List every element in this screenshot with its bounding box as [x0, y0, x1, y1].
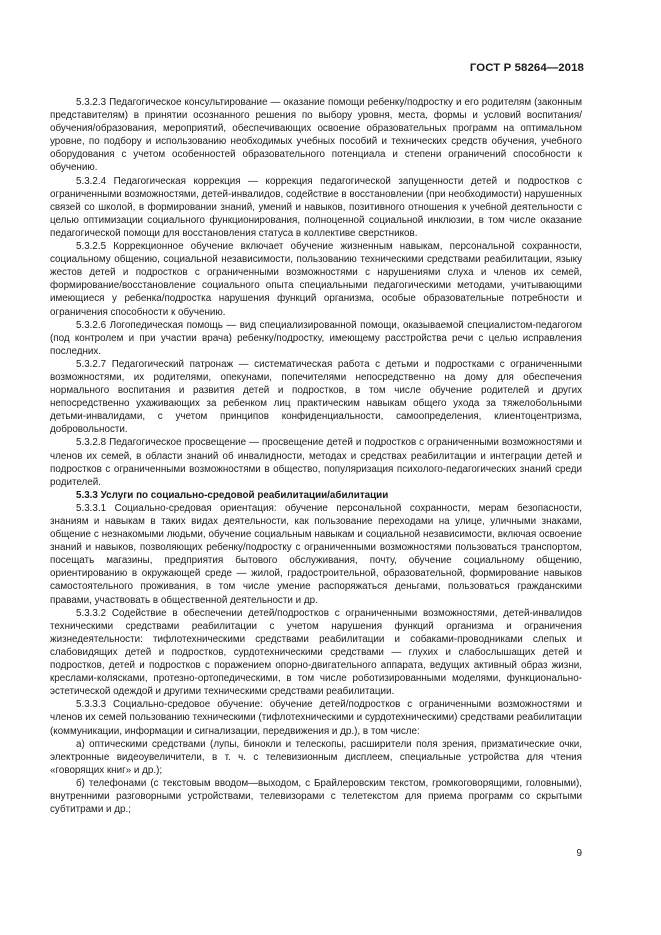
paragraph-5-3-2-5: 5.3.2.5 Коррекционное обучение включает обучение жизненным навыкам, персональной сохранности, социальному общению, социальной независимости, пользованию техническими средствами реабилитации, языку жестов детей и подростков с ограниченными возможностями с нарушениями слуха и членов их семей, формирование/восстановление социального опыта специальными педагогическими методами, учитывающими имеющиеся у ребенка/подростка нарушения функций организма, особые образовательные потребности и ограничения способности к обучению.	[50, 241, 582, 318]
page-number: 9	[576, 848, 582, 859]
paragraph-5-3-2-6: 5.3.2.6 Логопедическая помощь — вид специализированной помощи, оказываемой специалистом-педагогом (под контролем и при участии врача) ребенку/подростку, имеющему расстройства речи с целью исправления последних.	[50, 319, 582, 357]
paragraph-5-3-2-3: 5.3.2.3 Педагогическое консультирование — оказание помощи ребенку/подростку и его родителям (законным представителям) в принятии осознанного решения по выбору уровня, места, формы и условий воспитания/обучения/образования, мероприятий, обеспечивающих освоение образовательных программ на оптимальном уровне, по подбору и использованию необходимых учебных пособий и технических средств обучения, учебного оборудования с учетом особенностей образовательного потенциала и степени ограничений способности к обучению.	[50, 97, 582, 174]
standard-code-header: ГОСТ Р 58264—2018	[469, 62, 584, 74]
paragraph-5-3-2-4: 5.3.2.4 Педагогическая коррекция — коррекция педагогической запущенности детей и подростков с ограниченными возможностями, детей-инвалидов, содействие в восстановлении (при необходимости) нарушенных связей со школой, в формировании знаний, умений и навыков, позитивного отношения к учебной деятельности с целью оптимизации социального функционирования, полноценной социальной инклюзии, в том числе оказание педагогической помощи для восстановления статуса в коллективе сверстников.	[50, 175, 582, 239]
paragraph-5-3-2-7: 5.3.2.7 Педагогический патронаж — систематическая работа с детьми и подростками с ограниченными возможностями, их родителями, опекунами, попечителями непосредственно на дому для обеспечения нормального воспитания и развития детей и подростков, в том числе обучение родителей и других непосредственно ухаживающих за ребенком лиц практическим навыкам общего ухода за тяжелобольными детьми-инвалидами, с учетом принципов конфиденциальности, самоопределения, клиентоцентризма, добровольности.	[50, 358, 582, 436]
list-item-b: б) телефонами (с текстовым вводом—выходом, с Брайлеровским текстом, громкоговорящими, головными), внутренними разговорными устройствами, телевизорами с телетекстом для приема программ со скрытыми субтитрами и др.;	[50, 777, 582, 816]
paragraph-5-3-3-2: 5.3.3.2 Содействие в обеспечении детей/подростков с ограниченными возможностями, детей-инвалидов техническими средствами реабилитации с учетом нарушения функций организма и ограничения жизнедеятельности: тифлотехническими средствами реабилитации и собаками-проводниками слепых и слабовидящих детей и подростков, сурдотехническими средствами — глухих и слабослышащих детей и подростков, детей и подростков с поражением опорно-двигательного аппарата, ведущих активный образ жизни, креслами-колясками, протезно-ортопедическими, в том числе роботизированными моделями, функционально-эстетической одеждой и другими техническими средствами реабилитации.	[50, 607, 582, 698]
paragraph-5-3-3-3: 5.3.3.3 Социально-средовое обучение: обучение детей/подростков с ограниченными возможностями и членов их семей пользованию техническими (тифлотехническими и сурдотехническими) средствами реабилитации (коммуникации, информации и сигнализации, передвижения и др.), в том числе:	[50, 699, 582, 737]
section-heading-5-3-3: 5.3.3 Услуги по социально-средовой реабилитации/абилитации	[76, 489, 389, 501]
paragraph-5-3-3-1: 5.3.3.1 Социально-средовая ориентация: обучение персональной сохранности, мерам безопасности, знаниям и навыкам в таких видах деятельности, как пользование переходами на улице, уличными знаками, общение с незнакомыми людьми, обучение социальным навыкам и социальной независимости, включая освоение знаний и навыков, позволяющих ребенку/подростку с ограниченными возможностями пользоваться транспортом, посещать магазины, предприятия бытового обслуживания, почту, обучение социальному общению, ориентированию в окружающей среде — жилой, градостроительной, образовательной, формирование навыков самостоятельного проживания, в том числе умение распоряжаться деньгами, пользоваться гражданскими правами, участвовать в общественной деятельности и др.	[50, 502, 582, 606]
list-item-a: а) оптическими средствами (лупы, бинокли и телескопы, расширители поля зрения, призматические очки, электронные видеоувеличители, в т. ч. с телевизионным дисплеем, специальные устройства для чтения «говорящих книг» и др.);	[50, 738, 582, 776]
document-body	[50, 96, 582, 816]
paragraph-5-3-2-8: 5.3.2.8 Педагогическое просвещение — просвещение детей и подростков с ограниченными возможностями и членов их семей, в области знаний об инвалидности, методах и средствах реабилитации и интеграции детей и подростков с ограниченными возможностями в общество, популяризация психолого-педагогических знаний среди родителей.	[50, 437, 582, 488]
